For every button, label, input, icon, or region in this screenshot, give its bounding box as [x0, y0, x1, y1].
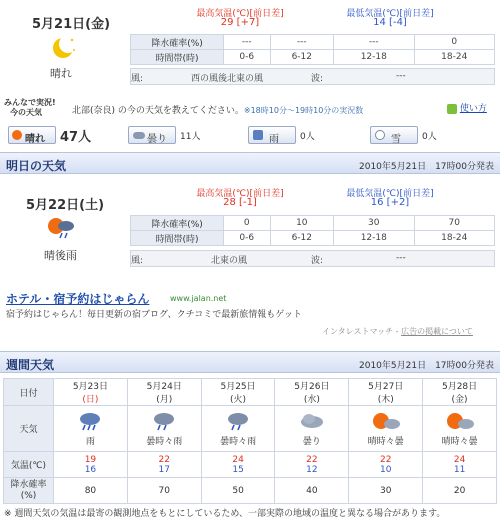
- day-max: 19: [84, 454, 97, 465]
- ad-footer-prefix: インタレストマッチ -: [322, 327, 402, 336]
- tomorrow-max-label: 最高気温(℃)[前日差]: [196, 189, 284, 199]
- wave-label: 波:: [311, 256, 324, 266]
- time-cell: 0-6: [224, 50, 271, 65]
- cloudy-rain-icon: [128, 411, 201, 434]
- community-prompt: [72, 103, 363, 116]
- vote-label: 曇り: [147, 134, 167, 145]
- day-dow: (火): [230, 395, 247, 405]
- today-min-value: 14 [-4]: [373, 17, 407, 28]
- day-temp-cell: [201, 452, 275, 478]
- time-cell: 6-12: [270, 231, 334, 246]
- time-label: 時間帯(時): [131, 231, 224, 246]
- today-date: 5月21日(金): [32, 17, 111, 32]
- precip-cell: 10: [270, 216, 334, 231]
- day-date: 5月27日: [368, 382, 404, 392]
- day-precip: 70: [127, 478, 201, 504]
- day-weather-cell: [349, 406, 423, 452]
- ad-footer: [322, 326, 473, 337]
- vote-rain-button[interactable]: [248, 126, 296, 144]
- ad-footer-link[interactable]: 広告の掲載について: [401, 327, 473, 336]
- cloud-icon: [275, 411, 348, 434]
- precip-cell: 70: [414, 216, 494, 231]
- sun-rain-icon: [46, 214, 76, 243]
- row-label: 気温(℃): [4, 452, 54, 478]
- sun-icon: [12, 130, 22, 140]
- vote-cloudy-button[interactable]: [128, 126, 176, 144]
- day-precip: 20: [423, 478, 497, 504]
- vote-snow-button[interactable]: [370, 126, 418, 144]
- precip-cell: ---: [224, 35, 271, 50]
- vote-count-snow: 0人: [422, 132, 437, 142]
- vote-label: 雪: [391, 134, 401, 145]
- weekly-footnote: ※ 週間天気の気温は最寄の観測地点をもとにしているため、一部実際の地域の温度と異なる場合があります。: [4, 509, 446, 519]
- tomorrow-max-value: 28 [-1]: [223, 197, 257, 208]
- weekly-table: [3, 378, 497, 504]
- day-dow: (日): [82, 395, 99, 405]
- help-link[interactable]: [447, 101, 487, 114]
- precip-cell: ---: [270, 35, 334, 50]
- tomorrow-section-title: 明日の天気: [6, 159, 67, 173]
- day-date-cell: [127, 379, 201, 406]
- day-dow: (月): [156, 395, 173, 405]
- cloud-icon: [133, 132, 145, 139]
- day-temp-cell: [54, 452, 128, 478]
- weekly-precip-row: [4, 478, 497, 504]
- vote-label: 雨: [269, 134, 279, 145]
- tomorrow-min-label: 最低気温(℃)[前日差]: [346, 189, 434, 199]
- tomorrow-precip-table: [130, 215, 495, 246]
- moon-icon: [48, 34, 78, 65]
- tomorrow-issued: 2010年5月21日 17時00分発表: [359, 162, 494, 172]
- day-weather: 曇り: [302, 436, 321, 447]
- day-max: 24: [232, 454, 244, 465]
- time-label: 時間帯(時): [131, 50, 224, 65]
- precip-label: 降水確率(%): [131, 35, 224, 50]
- today-min-label: 最低気温(℃)[前日差]: [346, 9, 434, 19]
- day-dow: (水): [303, 395, 320, 405]
- day-precip: 80: [54, 478, 128, 504]
- day-max: 22: [306, 454, 318, 465]
- time-cell: 12-18: [334, 231, 414, 246]
- day-date: 5月26日: [294, 382, 330, 392]
- ad-description: 宿予約はじゃらん！毎日更新の宿ブログ、クチコミで最新旅情報もゲット: [6, 310, 302, 320]
- weekly-issued: 2010年5月21日 17時00分発表: [359, 361, 494, 371]
- day-date-cell: [201, 379, 275, 406]
- wind-label: 風:: [131, 256, 144, 266]
- day-date-cell: [349, 379, 423, 406]
- rain-icon: [54, 411, 127, 434]
- weekly-section-title: 週間天気: [6, 358, 55, 372]
- tomorrow-weather: 晴後雨: [44, 249, 77, 262]
- day-weather-cell: [54, 406, 128, 452]
- row-label: 日付: [4, 379, 54, 406]
- row-label: 天気: [4, 406, 54, 452]
- vote-label: 晴れ: [25, 134, 45, 145]
- tomorrow-date: 5月22日(土): [26, 198, 105, 213]
- wave-value: ---: [396, 253, 406, 263]
- precip-cell: ---: [334, 35, 414, 50]
- day-date: 5月28日: [441, 382, 478, 392]
- day-min: 12: [306, 464, 318, 475]
- day-weather-cell: [423, 406, 497, 452]
- umbrella-icon: [253, 130, 263, 140]
- tomorrow-section-bar: [0, 152, 500, 174]
- weekly-section-bar: [0, 351, 500, 373]
- time-cell: 6-12: [270, 50, 334, 65]
- weekly-weather-row: [4, 406, 497, 452]
- day-min: 11: [453, 464, 466, 475]
- weekly-temp-row: [4, 452, 497, 478]
- time-cell: 12-18: [334, 50, 414, 65]
- day-temp-cell: [349, 452, 423, 478]
- day-date: 5月25日: [220, 382, 256, 392]
- day-max: 22: [158, 454, 170, 465]
- wind-value: 北東の風: [211, 256, 248, 266]
- wind-value: 西の風後北東の風: [191, 74, 264, 84]
- precip-label: 降水確率(%): [131, 216, 224, 231]
- day-weather: 曇時々雨: [220, 436, 257, 447]
- sun-cloud-icon: [423, 411, 496, 434]
- weekly-date-row: [4, 379, 497, 406]
- wind-label: 風:: [131, 74, 144, 84]
- wave-value: ---: [396, 71, 406, 81]
- time-cell: 18-24: [414, 231, 494, 246]
- day-temp-cell: [127, 452, 201, 478]
- vote-count-cloudy: 11人: [180, 132, 201, 142]
- vote-count-sunny: 47人: [60, 130, 92, 145]
- logo-line2: 今の天気: [10, 108, 42, 117]
- day-dow: (金): [451, 395, 468, 405]
- vote-sunny-button[interactable]: [8, 126, 56, 144]
- logo-line1: みんなで実況!: [4, 98, 56, 107]
- day-min: 16: [84, 464, 97, 475]
- day-date-cell: [275, 379, 349, 406]
- sun-cloud-icon: [349, 411, 422, 434]
- day-weather: 雨: [85, 436, 95, 447]
- day-max: 24: [453, 454, 466, 465]
- day-temp-cell: [275, 452, 349, 478]
- day-precip: 30: [349, 478, 423, 504]
- day-max: 22: [380, 454, 392, 465]
- vote-count-rain: 0人: [300, 132, 315, 142]
- help-link-label: 使い方: [459, 104, 487, 114]
- day-min: 17: [158, 464, 170, 475]
- row-label: 降水確率(%): [4, 478, 54, 504]
- tomorrow-wind-row: [130, 250, 495, 267]
- today-precip-table: [130, 34, 495, 65]
- day-min: 15: [232, 464, 244, 475]
- time-cell: 0-6: [224, 231, 271, 246]
- prompt-note: ※18時10分〜19時10分の実況数: [243, 106, 364, 115]
- community-logo: [4, 98, 68, 118]
- day-weather: 晴時々曇: [367, 436, 404, 447]
- tomorrow-min-value: 16 [+2]: [370, 197, 410, 208]
- precip-cell: 0: [224, 216, 271, 231]
- day-weather-cell: [275, 406, 349, 452]
- snowman-icon: [375, 130, 385, 140]
- day-precip: 50: [201, 478, 275, 504]
- today-weather: 晴れ: [50, 67, 72, 80]
- cloudy-rain-icon: [202, 411, 275, 434]
- ad-title-link[interactable]: ホテル・宿予約はじゃらん: [6, 292, 150, 306]
- day-weather-cell: [201, 406, 275, 452]
- day-date-cell: [54, 379, 128, 406]
- today-max-value: 29 [+7]: [220, 17, 260, 28]
- day-date: 5月24日: [146, 382, 182, 392]
- beginner-icon: [447, 104, 457, 114]
- prompt-text: 北部(奈良) の今の天気を教えてください。: [72, 106, 244, 116]
- day-weather: 晴時々曇: [441, 436, 478, 447]
- day-temp-cell: [423, 452, 497, 478]
- day-date: 5月23日: [72, 382, 108, 392]
- day-min: 10: [380, 464, 392, 475]
- day-dow: (木): [377, 395, 394, 405]
- day-weather-cell: [127, 406, 201, 452]
- precip-cell: 30: [334, 216, 414, 231]
- day-date-cell: [423, 379, 497, 406]
- ad-domain[interactable]: www.jalan.net: [170, 294, 227, 303]
- wave-label: 波:: [311, 74, 324, 84]
- today-wind-row: [130, 68, 495, 85]
- day-precip: 40: [275, 478, 349, 504]
- time-cell: 18-24: [414, 50, 494, 65]
- precip-cell: 0: [414, 35, 494, 50]
- day-weather: 曇時々雨: [146, 436, 183, 447]
- today-max-label: 最高気温(℃)[前日差]: [196, 9, 284, 19]
